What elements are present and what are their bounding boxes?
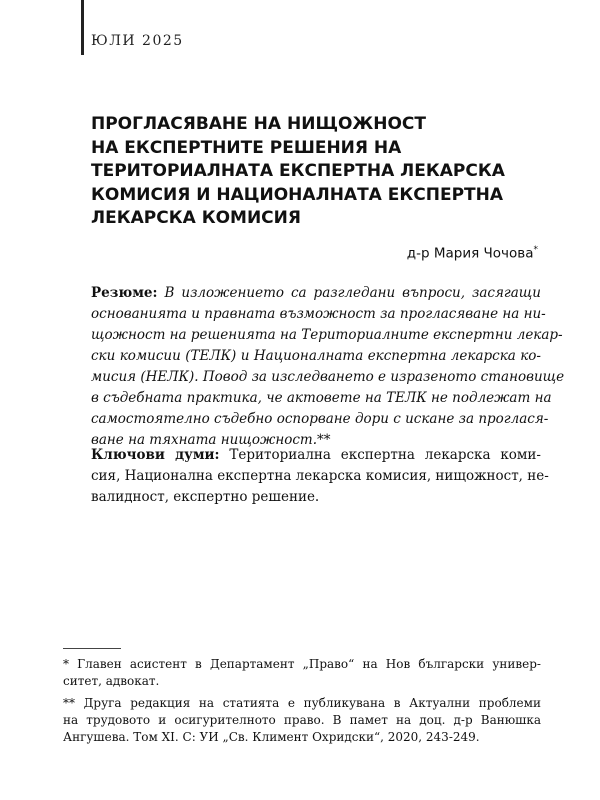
abstract-line: мисия (НЕЛК). Повод за изследването е изразеното становище <box>91 369 565 385</box>
keywords-line: валидност, експертно решение. <box>91 489 320 505</box>
title-line: ПРОГЛАСЯВАНЕ НА НИЩОЖНОСТ <box>91 114 426 134</box>
abstract-line: самостоятелно съдебно оспорване дори с искане за проглася- <box>91 411 549 427</box>
footnote-separator <box>63 648 121 649</box>
header-vertical-rule <box>81 0 84 55</box>
keywords-line <box>91 445 541 466</box>
abstract-line: щожност на решенията на Териториалните експертни лекар- <box>91 327 563 343</box>
abstract-line: основанията и правната възможност за прогласяване на ни- <box>91 306 546 322</box>
abstract-label: Резюме: <box>91 285 158 301</box>
abstract-line: ване на тяхната нищожност.** <box>91 432 331 448</box>
footnotes <box>63 656 541 746</box>
author-name: д-р Мария Чочова <box>406 245 534 262</box>
title-line: НА ЕКСПЕРТНИТЕ РЕШЕНИЯ НА <box>91 137 402 158</box>
abstract-text: В изложението са разгледани въпроси, засягащи <box>164 285 541 301</box>
footnote-line: Ангушева. Том XI. С: УИ „Св. Климент Охридски“, 2020, 243-249. <box>63 730 480 744</box>
keywords-line: сия, Национална експертна лекарска комисия, нищожност, не- <box>91 468 549 484</box>
footnote-line: ситет, адвокат. <box>63 674 160 688</box>
title-line: ТЕРИТОРИАЛНАТА ЕКСПЕРТНА ЛЕКАРСКА <box>91 161 505 181</box>
footnote-line: ** Друга редакция на статията е публикувана в Актуални проблеми <box>63 696 541 710</box>
title-line: ЛЕКАРСКА КОМИСИЯ <box>91 208 301 228</box>
keywords-label: Ключови думи: <box>91 447 220 463</box>
running-head: ЮЛИ 2025 <box>91 33 184 49</box>
keywords <box>91 445 549 508</box>
article-title <box>91 113 551 231</box>
footnote-line: * Главен асистент в Департамент „Право“ на Нов български универ- <box>63 657 541 671</box>
author-footnote-mark: * <box>533 245 538 255</box>
abstract-line <box>91 283 541 304</box>
abstract-line: ски комисии (ТЕЛК) и Националната експертна лекарска ко- <box>91 348 541 364</box>
abstract <box>91 283 565 451</box>
abstract-line: в съдебната практика, че актовете на ТЕЛК не подлежат на <box>91 390 552 406</box>
keywords-text: Териториална експертна лекарска коми- <box>229 447 541 463</box>
footnote-line: на трудовото и осигурителното право. В памет на доц. д-р Ванюшка <box>63 713 541 727</box>
title-line: КОМИСИЯ И НАЦИОНАЛНАТА ЕКСПЕРТНА <box>91 184 504 205</box>
author-byline <box>407 245 538 262</box>
